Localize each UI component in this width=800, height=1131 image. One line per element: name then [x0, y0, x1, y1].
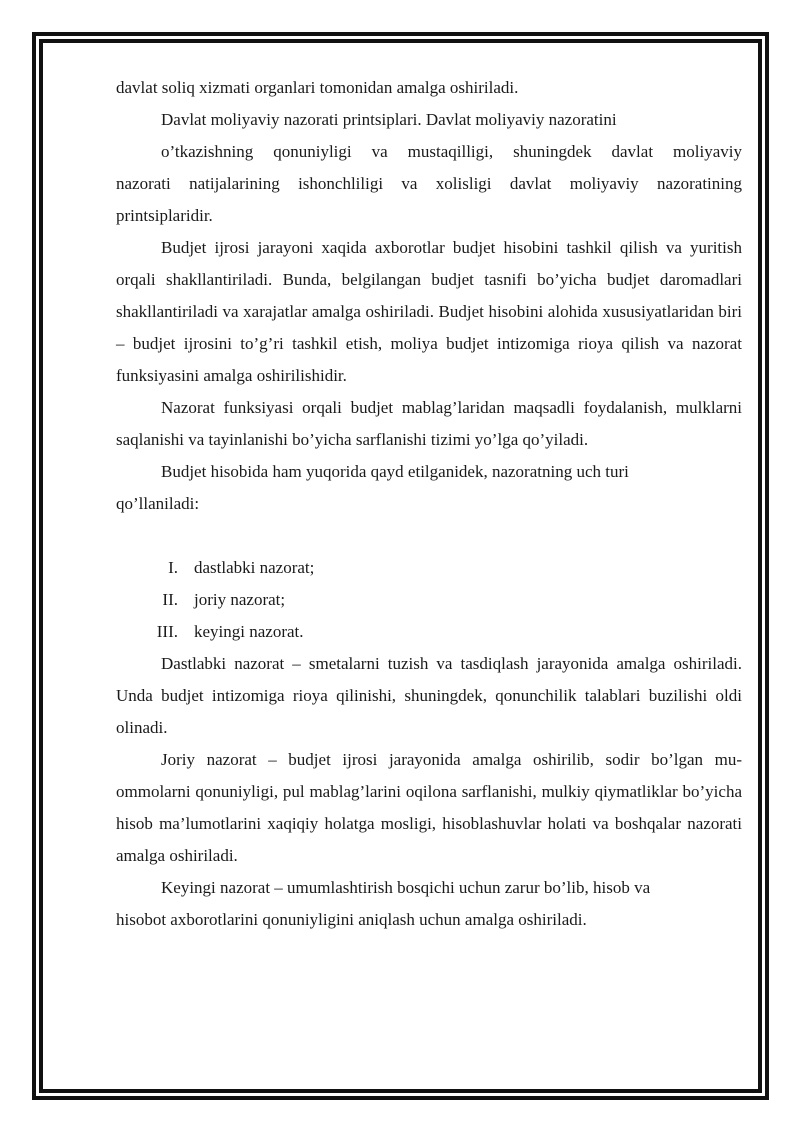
principles-rest: nazorati natijalarining ishonchliligi va xolisligi davlat moliyaviy nazoratining printsiplaridir.	[116, 174, 742, 225]
list-item-text: joriy nazorat;	[194, 590, 286, 609]
paragraph-preliminary-control: Dastlabki nazorat – smetalarni tuzish va tasdiqlash jarayonida amalga oshiriladi. Unda budjet intizomiga rioya qilinishi, shuningdek, qonunchilik talablari buzilishi oldi olinadi.	[116, 654, 742, 737]
control-types-intro-line-2: qo’llaniladi:	[116, 494, 200, 513]
paragraph-current-control: Joriy nazorat – budjet ijrosi jarayonida amalga oshirilib, sodir bo’lgan mu-ommolarni qonuniyligi, pul mablag’larini oqilona sarflanishi, mulkiy qiymatliklar bo’yicha hisob ma’lumotlarini xaqiqiy holatga mosligi, hisoblashuvlar holati va boshqalar nazorati amalga oshiriladi.	[116, 750, 742, 865]
list-item-number: III.	[156, 622, 178, 641]
document-body	[116, 72, 742, 936]
paragraph-continuation: davlat soliq xizmati organlari tomonidan amalga oshiriladi.	[116, 78, 519, 97]
list-item	[116, 552, 742, 584]
paragraph-control-function: Nazorat funksiyasi orqali budjet mablag’laridan maqsadli foydalanish, mulklarni saqlanishi va tayinlanishi bo’yicha sarflanishi tizimi yo’lga qo’yiladi.	[116, 398, 742, 449]
principles-line-2: o’tkazishning qonuniyligi va mustaqilligi, shuningdek davlat moliyaviy	[161, 142, 742, 161]
spacer	[116, 520, 742, 552]
list-item	[116, 584, 742, 616]
list-item-text: keyingi nazorat.	[194, 622, 304, 641]
list-item	[116, 616, 742, 648]
list-item-number: I.	[168, 558, 178, 577]
control-types-intro-line-1: Budjet hisobida ham yuqorida qayd etilganidek, nazoratning uch turi	[161, 462, 629, 481]
list-item-text: dastlabki nazorat;	[194, 558, 315, 577]
principles-heading-line: Davlat moliyaviy nazorati printsiplari. Davlat moliyaviy nazoratini	[161, 110, 617, 129]
list-item-number: II.	[162, 590, 178, 609]
paragraph-budget-accounting: Budjet ijrosi jarayoni xaqida axborotlar budjet hisobini tashkil qilish va yuritish orqali shakllantiriladi. Bunda, belgilangan budjet tasnifi bo’yicha budjet daromadlari shakllantiriladi va xarajatlar amalga oshiriladi. Budjet hisobini alohida xususiyatlaridan biri – budjet ijrosini to’g’ri tashkil etish, moliya budjet intizomiga rioya qilish va nazorat funksiyasini amalga oshirilishidir.	[116, 238, 742, 385]
subsequent-control-line-1: Keyingi nazorat – umumlashtirish bosqichi uchun zarur bo’lib, hisob va	[161, 878, 651, 897]
control-types-list	[116, 552, 742, 648]
subsequent-control-line-2: hisobot axborotlarini qonuniyligini aniqlash uchun amalga oshiriladi.	[116, 910, 587, 929]
